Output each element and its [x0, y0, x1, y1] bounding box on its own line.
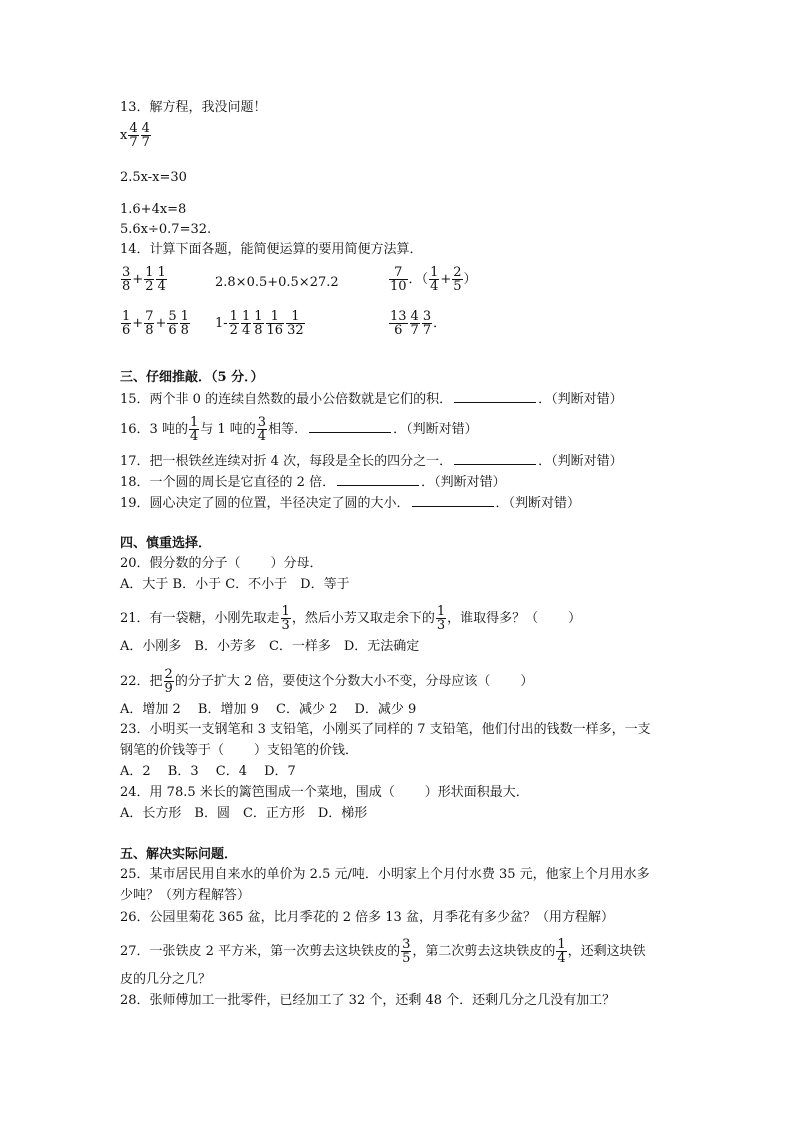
q22: 22．把 $\frac{2}{9}$ 的分子扩大 2 倍，要使这个分数大小不变，分母应该（ ） [120, 667, 534, 696]
fraction: $\frac{2}{9}$ [164, 667, 173, 696]
fraction: $\frac{1}{16}$ [266, 309, 284, 338]
q23-options: A．2 B．3 C．4 D．7 [120, 764, 296, 779]
q14-expr-a2: $\frac{1}{6}$ + $\frac{7}{8}$ + $\frac{5}{6}$ $\frac{1}{8}$ [122, 309, 189, 338]
q13-eq4: 5.6x÷0.7=32. [120, 222, 212, 237]
fraction: $\frac{13}{6}$ [390, 309, 407, 338]
q25-line2: 少吨？（列方程解答） [120, 888, 251, 903]
q15: 15．两个非 0 的连续自然数的最小公倍数就是它们的积． ．（判断对错） [120, 392, 623, 407]
q18: 18．一个圆的周长是它直径的 2 倍． ．（判断对错） [120, 475, 506, 490]
fraction: $\frac{1}{4}$ [189, 415, 199, 444]
q13-eq2: 2.5x-x=30 [120, 170, 187, 185]
fraction: $\frac{4}{7}$ [141, 121, 150, 150]
q14-expr-b1: 2.8×0.5+0.5×27.2 [215, 275, 339, 290]
q19: 19．圆心决定了圆的位置，半径决定了圆的大小． ．（判断对错） [120, 496, 581, 511]
q14-expr-b2: 1- $\frac{1}{2}$ $\frac{1}{4}$ $\frac{1}{8}$ $\frac{1}{16}$ $\frac{1}{32}$ [215, 309, 304, 338]
q26: 26．公园里菊花 365 盆，比月季花的 2 倍多 13 盆，月季花有多少盆？（用方程解） [120, 910, 614, 925]
q20-options: A．大于 B．小于 C．不小于 D．等于 [120, 577, 350, 592]
q14-expr-c2: $\frac{13}{6}$ $\frac{4}{7}$ $\frac{3}{7}$ ． [390, 309, 447, 338]
section-3-heading: 三、仔细推敲．（5 分．） [120, 370, 264, 385]
fraction: $\frac{1}{3}$ [281, 604, 290, 633]
fraction: $\frac{2}{5}$ [453, 265, 462, 294]
q20: 20．假分数的分子（ ）分母． [120, 556, 323, 571]
answer-blank[interactable] [454, 390, 536, 403]
fraction: $\frac{3}{8}$ [122, 265, 131, 294]
fraction: $\frac{3}{5}$ [402, 937, 411, 966]
section-4-heading: 四、慎重选择． [120, 536, 212, 551]
fraction: $\frac{1}{4}$ [157, 265, 166, 294]
fraction: $\frac{3}{7}$ [422, 309, 432, 338]
q14-expr-c1: $\frac{7}{10}$ ．（ $\frac{1}{4}$ + $\frac{2}{5}$ ） [390, 265, 477, 294]
q27-line1: 27．一张铁皮 2 平方米，第一次剪去这块铁皮的 $\frac{3}{5}$ ，第二次剪去这块铁皮的 $\frac{1}{4}$ ，还剩这块铁 [120, 937, 646, 966]
q21-options: A．小刚多 B．小芳多 C．一样多 D．无法确定 [120, 639, 420, 654]
q13-title: 13．解方程，我没问题！ [120, 100, 267, 115]
q23-line2: 钢笔的价钱等于（ ）支铅笔的价钱． [120, 743, 359, 758]
answer-blank[interactable] [337, 473, 419, 486]
answer-blank[interactable] [412, 494, 494, 507]
fraction: $\frac{1}{4}$ [430, 265, 439, 294]
fraction: $\frac{7}{8}$ [145, 309, 154, 338]
answer-blank[interactable] [309, 420, 391, 433]
q24-options: A．长方形 B．圆 C．正方形 D．梯形 [120, 806, 368, 821]
fraction: $\frac{1}{2}$ [145, 265, 154, 294]
fraction: $\frac{5}{6}$ [168, 309, 177, 338]
answer-blank[interactable] [454, 452, 536, 465]
q14-expr-a1: $\frac{3}{8}$ + $\frac{1}{2}$ $\frac{1}{4}$ [122, 265, 166, 294]
fraction: $\frac{1}{32}$ [287, 309, 304, 338]
fraction: $\frac{7}{10}$ [390, 265, 407, 294]
fraction: $\frac{1}{8}$ [180, 309, 189, 338]
q13-eq1-x: x [120, 128, 128, 143]
q21: 21．有一袋糖，小刚先取走 $\frac{1}{3}$ ，然后小芳又取走余下的 $\frac{1}{3}$ ，谁取得多？（ ） [120, 604, 582, 633]
q22-options: A．增加 2 B．增加 9 C．减少 2 D．减少 9 [120, 702, 417, 717]
fraction: $\frac{4}{7}$ [410, 309, 419, 338]
fraction: $\frac{1}{6}$ [122, 309, 131, 338]
q14-title: 14．计算下面各题，能简便运算的要用简便方法算． [120, 242, 423, 257]
q28: 28．张师傅加工一批零件，已经加工了 32 个，还剩 48 个．还剩几分之几没有加工？ [120, 993, 616, 1008]
fraction: $\frac{1}{4}$ [241, 309, 251, 338]
fraction: $\frac{1}{8}$ [254, 309, 263, 338]
fraction: $\frac{1}{2}$ [229, 309, 238, 338]
fraction: $\frac{3}{4}$ [257, 415, 267, 444]
fraction: $\frac{1}{3}$ [436, 604, 446, 633]
section-5-heading: 五、解决实际问题． [120, 847, 238, 862]
q17: 17．把一根铁丝连续对折 4 次，每段是全长的四分之一． ．（判断对错） [120, 454, 623, 469]
fraction: $\frac{1}{4}$ [557, 937, 566, 966]
q24: 24．用 78.5 米长的篱笆围成一个菜地，围成（ ）形状面积最大． [120, 785, 529, 800]
q23-line1: 23．小明买一支钢笔和 3 支铅笔，小刚买了同样的 7 支铅笔，他们付出的钱数一样多，一支 [120, 722, 651, 737]
q25-line1: 25．某市居民用自来水的单价为 2.5 元/吨．小明家上个月付水费 35 元，他家上个月用水多 [120, 867, 650, 882]
q13-eq3: 1.6+4x=8 [120, 202, 187, 217]
fraction: $\frac{4}{7}$ [129, 121, 138, 150]
q16: 16．3 吨的 $\frac{1}{4}$ 与 1 吨的 $\frac{3}{4}$ 相等． ．（判断对错） [120, 415, 478, 444]
q13-eq1 [120, 122, 152, 149]
q27-line2: 皮的几分之几？ [120, 972, 212, 987]
